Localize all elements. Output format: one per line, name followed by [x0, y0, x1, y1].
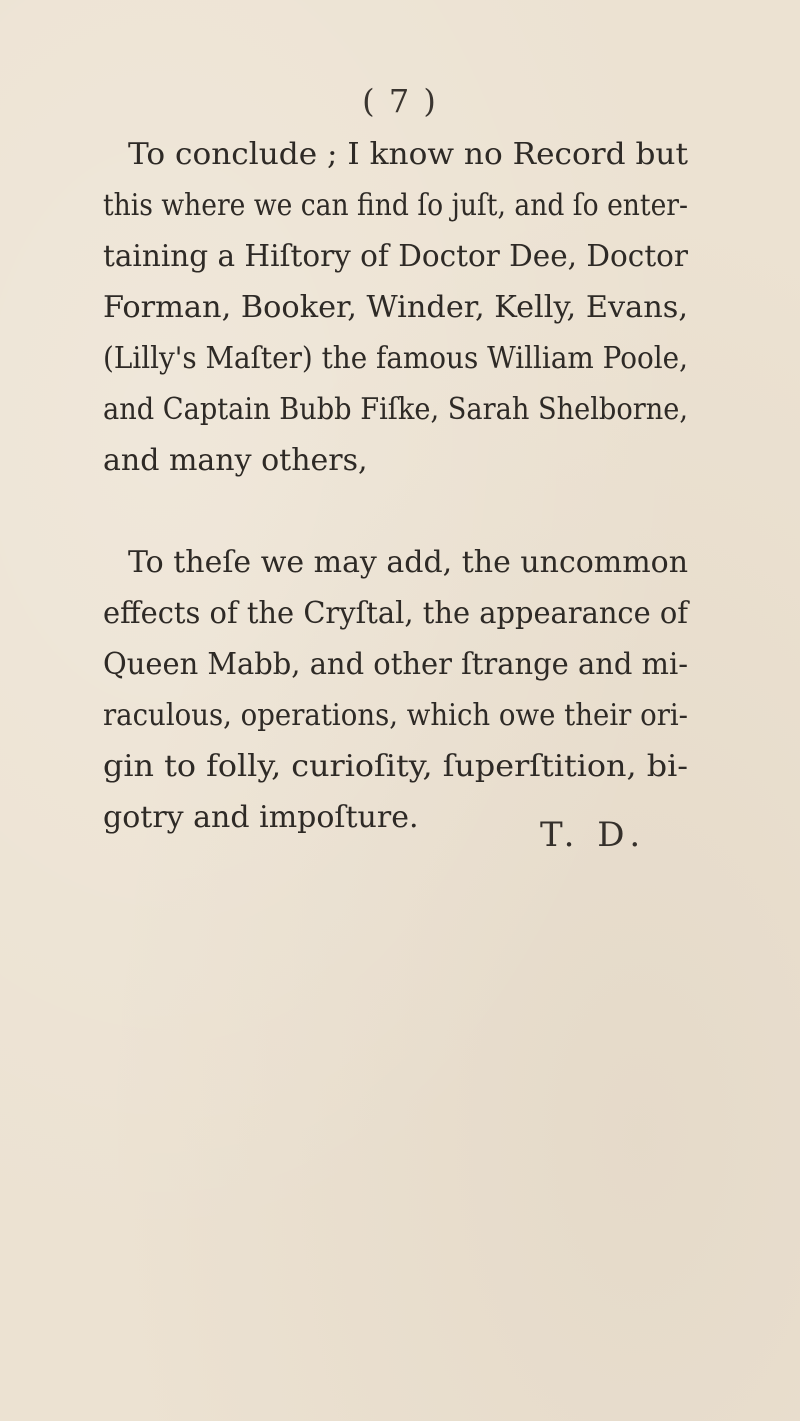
- paragraph-2-line-3: Queen Mabb, and other ſtrange and mi-: [103, 647, 688, 682]
- page-number: ( 7 ): [362, 82, 438, 120]
- paragraph-2-line-6: gotry and impoſture.: [103, 800, 419, 835]
- paragraph-1-line-4: Forman, Booker, Winder, Kelly, Evans,: [103, 290, 688, 325]
- paragraph-1-line-7: and many others,: [103, 443, 368, 478]
- paragraph-1-line-6: and Captain Bubb Fiſke, Sarah Shelborne,: [103, 392, 688, 427]
- paragraph-1-line-5: (Lilly's Maſter) the famous William Poole,: [103, 341, 688, 376]
- paragraph-2-line-5: gin to folly, curioſity, ſuperſtition, bi-: [103, 749, 688, 784]
- paragraph-1-line-1: To conclude ; I know no Record but: [128, 137, 688, 172]
- paragraph-1-line-3: taining a Hiſtory of Doctor Dee, Doctor: [103, 239, 688, 274]
- paragraph-2-line-1: To theſe we may add, the uncommon: [128, 545, 688, 580]
- paragraph-1-line-2: this where we can find ſo juſt, and ſo enter-: [103, 188, 688, 223]
- signature-initials: T. D.: [540, 815, 647, 855]
- paragraph-2-line-2: effects of the Cryſtal, the appearance of: [103, 596, 688, 631]
- paragraph-2-line-4: raculous, operations, which owe their ori-: [103, 698, 688, 733]
